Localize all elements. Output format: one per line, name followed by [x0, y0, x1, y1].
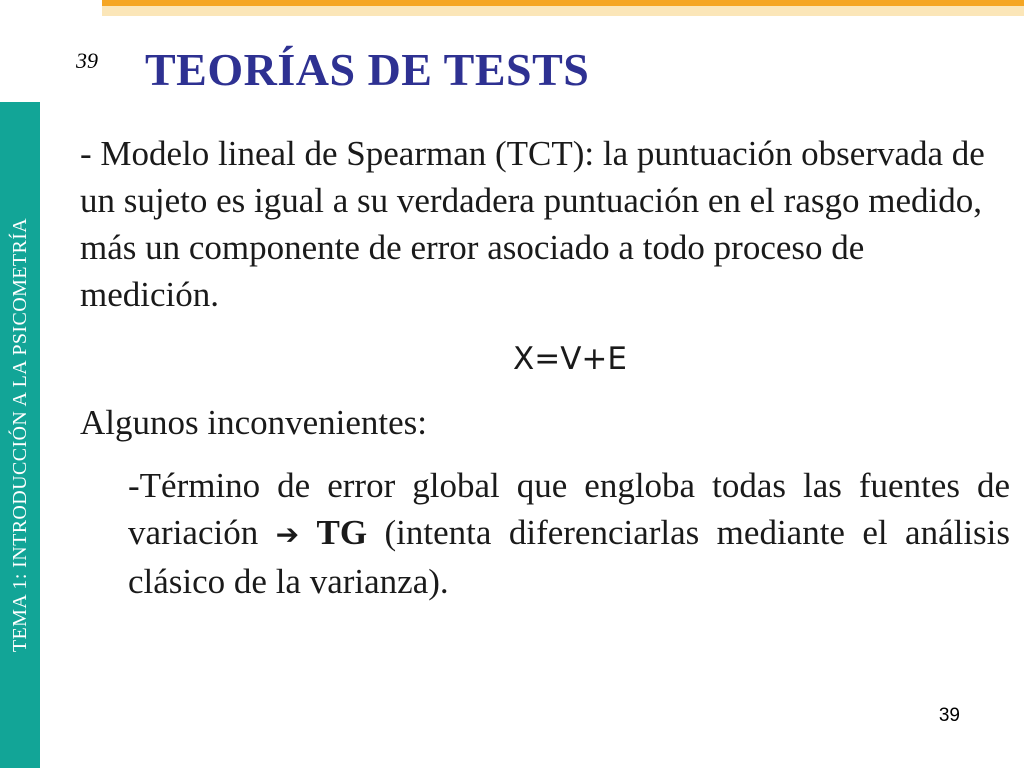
bullet-error-term: [128, 462, 1010, 605]
top-accent-rule: [102, 0, 1024, 6]
formula: X=V+E: [513, 341, 627, 377]
side-label: TEMA 1: INTRODUCCIÓN A LA PSICOMETRÍA: [9, 217, 31, 653]
bullet-text-part-2: (intenta diferenciarlas mediante el análisis clásico de la varianza).: [128, 513, 1011, 601]
slide-title: TEORÍAS DE TESTS: [145, 44, 590, 95]
bullet-text-part-1: -Término de error global que engloba todas las fuentes de variación: [128, 466, 1010, 552]
slide-number-top: 39: [76, 48, 98, 73]
paragraph-spearman-model: - Modelo lineal de Spearman (TCT): la puntuación observada de un sujeto es igual a su verdadera puntuación en el rasgo medido, más un componente de error asociado a todo proceso de medición.: [80, 134, 985, 314]
bullet-bold-term: TG: [316, 513, 368, 552]
page-number: 39: [938, 705, 960, 726]
subheading-inconvenientes: Algunos inconvenientes:: [80, 403, 428, 442]
slide-body: [80, 130, 1010, 605]
arrow-right-icon: ➔: [275, 518, 300, 551]
